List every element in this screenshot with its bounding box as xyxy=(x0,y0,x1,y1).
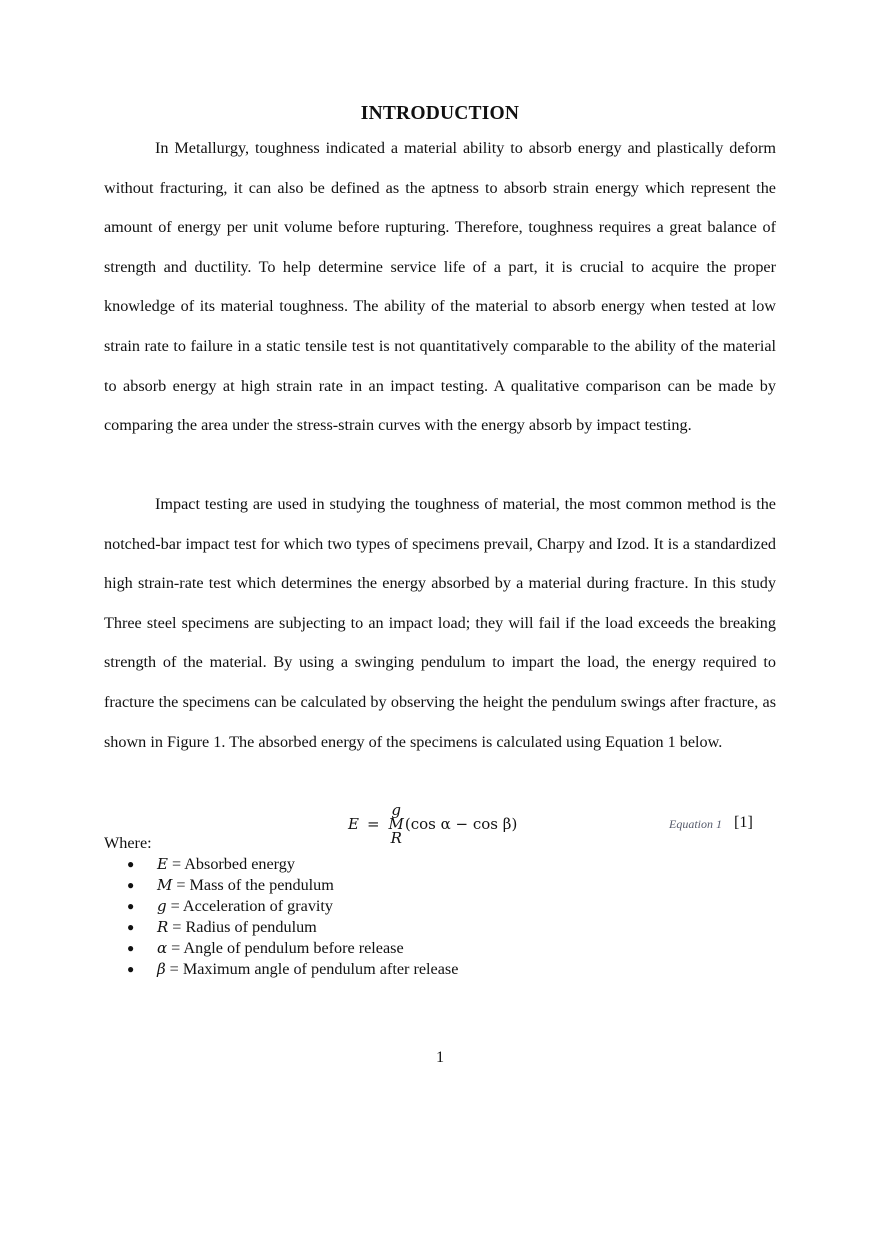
list-item xyxy=(127,959,458,980)
equation-equals: = xyxy=(366,815,380,833)
equation-mass: M xyxy=(388,815,404,833)
list-item xyxy=(127,938,458,959)
list-item xyxy=(127,854,458,875)
bullet-icon: ● xyxy=(127,899,135,913)
bullet-icon: ● xyxy=(127,920,135,934)
definition-text: = Radius of pendulum xyxy=(172,918,317,936)
definition-symbol: β xyxy=(157,960,166,978)
definition-text: = Absorbed energy xyxy=(171,855,295,873)
definition-symbol: g xyxy=(157,897,167,915)
equation-denominator: R xyxy=(390,829,402,847)
where-label: Where: xyxy=(104,834,152,852)
definition-text: = Mass of the pendulum xyxy=(176,876,334,894)
equation-fraction xyxy=(389,803,404,845)
list-item xyxy=(127,875,458,896)
section-title: INTRODUCTION xyxy=(360,103,520,124)
definition-text: = Maximum angle of pendulum after release xyxy=(169,960,459,978)
equation-reference: [1] xyxy=(734,813,753,831)
bullet-icon: ● xyxy=(127,941,135,955)
definition-symbol: R xyxy=(157,918,169,936)
equation-rhs: (cos α − cos β) xyxy=(404,815,518,833)
equation-label: Equation 1 xyxy=(669,817,722,831)
list-item xyxy=(127,917,458,938)
equation-lhs: E xyxy=(348,815,359,833)
page-number: 1 xyxy=(435,1048,445,1066)
definition-symbol: α xyxy=(157,939,168,957)
definition-symbol: M xyxy=(157,876,173,894)
bullet-icon: ● xyxy=(127,962,135,976)
bullet-icon: ● xyxy=(127,878,135,892)
absorbed-energy-equation xyxy=(348,800,517,848)
bullet-icon: ● xyxy=(127,857,135,871)
equation-numerator: g xyxy=(391,801,402,819)
paragraph-impact-testing: Impact testing are used in studying the toughness of material, the most common method is the notched-bar impact test for which two types of specimens prevail, Charpy and Izod. It is a standardized high strain-rate test which determines the energy absorbed by a material during fracture. In this study Three steel specimens are subjecting to an impact load; they will fail if the load exceeds the breaking strength of the material. By using a swinging pendulum to impart the load, the energy required to fracture the specimens can be calculated by observing the height the pendulum swings after fracture, as shown in Figure 1. The absorbed energy of the specimens is calculated using Equation 1 below. xyxy=(104,495,776,751)
paragraph-toughness: In Metallurgy, toughness indicated a material ability to absorb energy and plastically deform without fracturing, it can also be defined as the aptness to absorb strain energy which represent the amount of energy per unit volume before rupturing. Therefore, toughness requires a great balance of strength and ductility. To help determine service life of a part, it is crucial to acquire the proper knowledge of its material toughness. The ability of the material to absorb energy when tested at low strain rate to failure in a static tensile test is not quantitatively comparable to the ability of the material to absorb energy at high strain rate in an impact testing. A qualitative comparison can be made by comparing the area under the stress-strain curves with the energy absorb by impact testing. xyxy=(104,139,776,435)
definition-symbol: E xyxy=(157,855,168,873)
definition-text: = Angle of pendulum before release xyxy=(171,939,404,957)
symbol-definitions-list xyxy=(127,854,458,980)
list-item xyxy=(127,896,458,917)
definition-text: = Acceleration of gravity xyxy=(170,897,334,915)
